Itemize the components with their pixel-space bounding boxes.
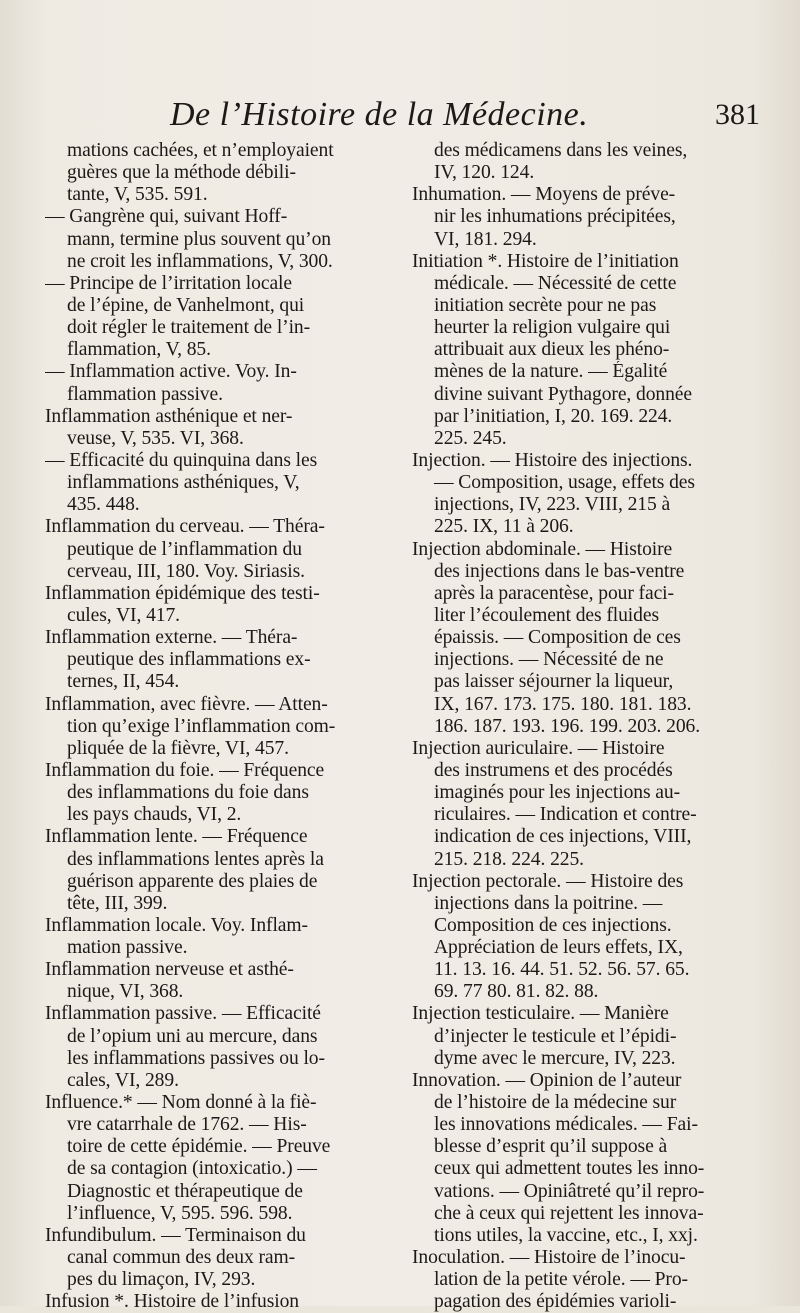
- index-line-continuation: indication de ces injections, VIII,: [434, 826, 692, 848]
- index-line-continuation: tion qu’exige l’inflammation com-: [67, 715, 336, 737]
- index-line-continuation: pas laisser séjourner la liqueur,: [434, 671, 674, 693]
- index-line-continuation: doit régler le traitement de l’in-: [67, 317, 311, 339]
- index-line-continuation: guères que la méthode débili-: [67, 162, 296, 184]
- index-line-continuation: vre catarrhale de 1762. — His-: [67, 1114, 307, 1136]
- index-line-continuation: l’influence, V, 595. 596. 598.: [67, 1202, 293, 1224]
- index-line-continuation: les pays chauds, VI, 2.: [67, 804, 242, 826]
- index-line-continuation: attribuait aux dieux les phéno-: [434, 339, 670, 361]
- index-line-continuation: de l’histoire de la médecine sur: [434, 1092, 677, 1114]
- index-line-continuation: liter l’écoulement des fluides: [434, 604, 659, 626]
- index-line-continuation: 69. 77 80. 81. 82. 88.: [434, 981, 599, 1003]
- index-line-entry: Inflammation, avec fièvre. — Atten-: [45, 693, 328, 715]
- index-line-continuation: canal commun des deux ram-: [67, 1247, 296, 1269]
- index-line-continuation: divine suivant Pythagore, donnée: [434, 383, 692, 405]
- index-line-continuation: pliquée de la fièvre, VI, 457.: [67, 737, 289, 759]
- index-line-continuation: mations cachées, et n’employaient: [67, 140, 334, 161]
- index-line-continuation: Appréciation de leurs effets, IX,: [434, 937, 683, 959]
- index-line-continuation: pagation des épidémies varioli-: [434, 1291, 677, 1313]
- index-line-entry: Inoculation. — Histoire de l’inocu-: [412, 1247, 686, 1269]
- index-line-continuation: blesse d’esprit qu’il suppose à: [434, 1136, 668, 1158]
- index-line-continuation: des injections dans le bas-ventre: [434, 560, 685, 582]
- index-line-continuation: 11. 13. 16. 44. 51. 52. 56. 57. 65.: [434, 959, 690, 981]
- index-line-entry: Inflammation nerveuse et asthé-: [45, 959, 294, 981]
- index-line-entry: Inflammation du foie. — Fréquence: [45, 759, 325, 781]
- index-line-continuation: ceux qui admettent toutes les inno-: [434, 1158, 705, 1180]
- index-line-continuation: initiation secrète pour ne pas: [434, 294, 657, 316]
- index-line-continuation: 215. 218. 224. 225.: [434, 848, 584, 870]
- index-line-continuation: che à ceux qui rejettent les innova-: [434, 1202, 704, 1224]
- index-line-continuation: 435. 448.: [67, 494, 140, 516]
- index-line-continuation: tions utiles, la vaccine, etc., I, xxj.: [434, 1224, 698, 1246]
- index-line-continuation: tante, V, 535. 591.: [67, 184, 208, 206]
- index-line-entry: Inflammation du cerveau. — Théra-: [45, 516, 325, 538]
- index-line-continuation: par l’initiation, I, 20. 169. 224.: [434, 405, 673, 427]
- left-column: [45, 140, 383, 1313]
- index-line-entry: Initiation *. Histoire de l’initiation: [412, 250, 679, 272]
- index-line-continuation: d’injecter le testicule et l’épidi-: [434, 1025, 677, 1047]
- index-line-continuation: nique, VI, 368.: [67, 981, 184, 1003]
- index-line-continuation: de l’épine, de Vanhelmont, qui: [67, 294, 305, 316]
- index-line-continuation: cules, VI, 417.: [67, 604, 180, 626]
- index-line-continuation: lation de la petite vérole. — Pro-: [434, 1269, 688, 1291]
- page-number: 381: [715, 98, 760, 131]
- index-line-continuation: pes du limaçon, IV, 293.: [67, 1269, 256, 1291]
- index-line-continuation: de sa contagion (intoxicatio.) —: [67, 1158, 317, 1180]
- index-line-continuation: dyme avec le mercure, IV, 223.: [434, 1047, 676, 1069]
- index-line-entry: Inflammation épidémique des testi-: [45, 582, 320, 604]
- index-line-continuation: tête, III, 399.: [67, 892, 168, 914]
- index-line-entry: Infundibulum. — Terminaison du: [45, 1224, 306, 1246]
- index-line-continuation: heurter la religion vulgaire qui: [434, 317, 671, 339]
- index-line-continuation: 225. IX, 11 à 206.: [434, 516, 574, 538]
- index-line-entry: Inflammation asthénique et ner-: [45, 405, 293, 427]
- index-line-continuation: des instrumens et des procédés: [434, 759, 673, 781]
- index-line-continuation: vations. — Opiniâtreté qu’il repro-: [434, 1180, 705, 1202]
- index-line-continuation: épaissis. — Composition de ces: [434, 627, 681, 649]
- index-line-continuation: cerveau, III, 180. Voy. Siriasis.: [67, 560, 305, 582]
- index-line-continuation: VI, 181. 294.: [434, 228, 537, 250]
- index-line-continuation: riculaires. — Indication et contre-: [434, 804, 697, 826]
- index-line-continuation: IX, 167. 173. 175. 180. 181. 183.: [434, 693, 692, 715]
- index-line-entry: Injection auriculaire. — Histoire: [412, 737, 665, 759]
- index-line-continuation: inflammations asthéniques, V,: [67, 472, 300, 494]
- index-line-continuation: veuse, V, 535. VI, 368.: [67, 427, 244, 449]
- index-line-continuation: toire de cette épidémie. — Preuve: [67, 1136, 331, 1158]
- index-line-continuation: mation passive.: [67, 937, 188, 959]
- index-line-entry: Influence.* — Nom donné à la fiè-: [45, 1092, 317, 1114]
- index-line-entry: Infusion *. Histoire de l’infusion: [45, 1291, 300, 1313]
- index-line-entry: — Efficacité du quinquina dans les: [45, 449, 318, 471]
- index-line-continuation: ne croit les inflammations, V, 300.: [67, 250, 333, 272]
- index-line-entry: Inflammation locale. Voy. Inflam-: [45, 914, 308, 936]
- index-line-entry: — Gangrène qui, suivant Hoff-: [45, 206, 288, 228]
- index-line-continuation: imaginés pour les injections au-: [434, 782, 681, 804]
- index-line-continuation: après la paracentèse, pour faci-: [434, 582, 674, 604]
- index-line-continuation: cales, VI, 289.: [67, 1069, 179, 1091]
- index-line-entry: Inhumation. — Moyens de préve-: [412, 184, 676, 206]
- index-line-continuation: Composition de ces injections.: [434, 914, 672, 936]
- index-line-continuation: mann, termine plus souvent qu’on: [67, 228, 331, 250]
- index-line-continuation: peutique de l’inflammation du: [67, 538, 302, 560]
- index-line-continuation: médicale. — Nécessité de cette: [434, 272, 677, 294]
- right-column: [412, 140, 754, 1313]
- index-line-continuation: peutique des inflammations ex-: [67, 649, 311, 671]
- index-line-continuation: des inflammations du foie dans: [67, 782, 309, 804]
- running-title: De l’Histoire de la Médecine.: [170, 96, 589, 133]
- index-line-continuation: nir les inhumations précipitées,: [434, 206, 676, 228]
- index-line-continuation: 225. 245.: [434, 427, 507, 449]
- index-line-continuation: 186. 187. 193. 196. 199. 203. 206.: [434, 715, 701, 737]
- index-line-continuation: mènes de la nature. — Égalité: [434, 361, 668, 383]
- index-line-continuation: des médicamens dans les veines,: [434, 140, 688, 161]
- index-line-entry: Innovation. — Opinion de l’auteur: [412, 1069, 682, 1091]
- index-line-entry: — Principe de l’irritation locale: [45, 272, 292, 294]
- index-line-entry: Inflammation lente. — Fréquence: [45, 826, 308, 848]
- index-line-entry: Injection abdominale. — Histoire: [412, 538, 673, 560]
- index-line-continuation: injections. — Nécessité de ne: [434, 649, 664, 671]
- page-header: [170, 96, 760, 136]
- index-line-entry: — Inflammation active. Voy. In-: [45, 361, 297, 383]
- index-line-entry: Injection testiculaire. — Manière: [412, 1003, 669, 1025]
- index-line-entry: Inflammation externe. — Théra-: [45, 627, 298, 649]
- index-line-continuation: des inflammations lentes après la: [67, 848, 324, 870]
- index-line-continuation: ternes, II, 454.: [67, 671, 180, 693]
- index-line-continuation: les innovations médicales. — Fai-: [434, 1114, 698, 1136]
- index-line-continuation: flammation passive.: [67, 383, 223, 405]
- index-line-continuation: flammation, V, 85.: [67, 339, 211, 361]
- index-line-entry: Inflammation passive. — Efficacité: [45, 1003, 321, 1025]
- index-line-entry: Injection. — Histoire des injections.: [412, 449, 693, 471]
- index-line-continuation: injections, IV, 223. VIII, 215 à: [434, 494, 671, 516]
- index-line-continuation: Diagnostic et thérapeutique de: [67, 1180, 303, 1202]
- index-line-continuation: — Composition, usage, effets des: [434, 472, 695, 494]
- index-line-entry: Injection pectorale. — Histoire des: [412, 870, 684, 892]
- index-line-continuation: injections dans la poitrine. —: [434, 892, 663, 914]
- index-line-continuation: de l’opium uni au mercure, dans: [67, 1025, 318, 1047]
- index-line-continuation: IV, 120. 124.: [434, 162, 535, 184]
- index-line-continuation: les inflammations passives ou lo-: [67, 1047, 325, 1069]
- index-line-continuation: guérison apparente des plaies de: [67, 870, 318, 892]
